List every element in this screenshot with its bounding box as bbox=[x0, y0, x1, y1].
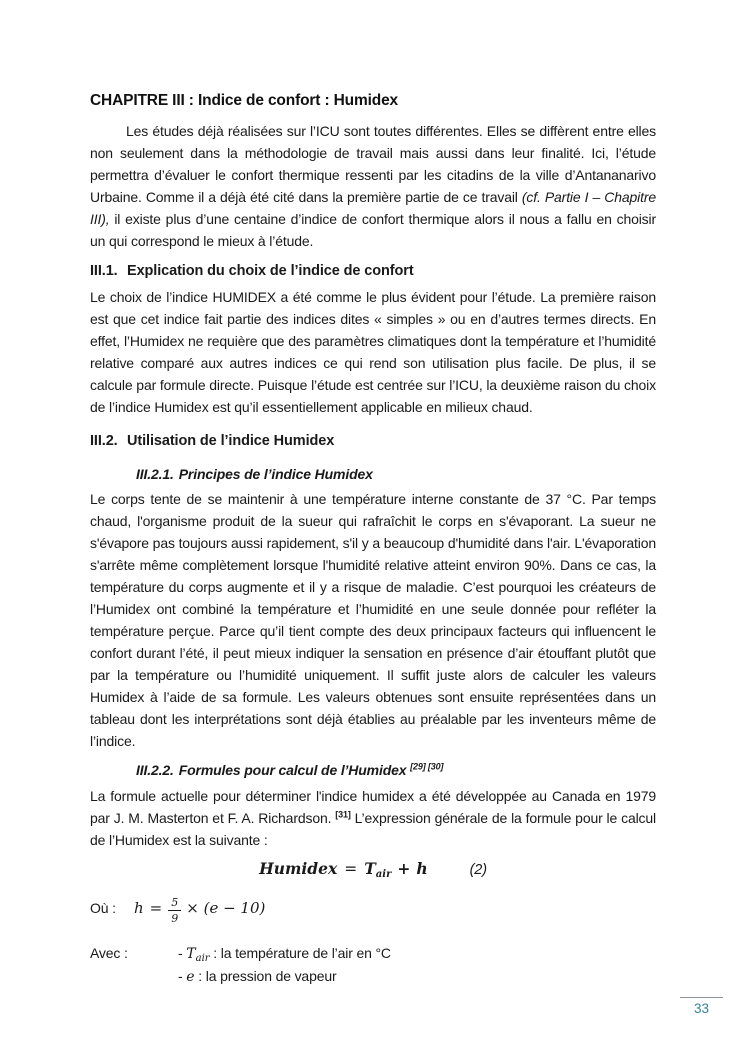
tair-description: : la température de l’air en °C bbox=[209, 945, 391, 961]
citation-refs-29-30: [29] [30] bbox=[410, 761, 444, 772]
citation-ref-31: [31] bbox=[335, 809, 351, 820]
subsection-heading-iii21 bbox=[136, 465, 656, 484]
formula-equals-sign: = bbox=[344, 860, 358, 878]
section-heading-iii1 bbox=[90, 261, 656, 281]
section-heading-iii2 bbox=[90, 431, 656, 451]
section-iii1-paragraph: Le choix de l’indice HUMIDEX a été comme le plus évident pour l’étude. La première raison est que cet indice fait partie des indices dites « simples » ou en d’autres termes directs. En effet, l’Humidex ne requière que des paramètres climatiques dont la température et l’humidité relative comparé aux autres indices ce qui rend son utilisation plus facile. De plus, il se calcule par formule directe. Puisque l’étude est centrée sur l’ICU, la deuxième raison du choix de l’indice Humidex est qu’il essentiellement applicable en milieux chaud. bbox=[90, 289, 656, 415]
equation-h-definition bbox=[90, 891, 656, 926]
intro-citation: (cf. Partie I – Chapitre III), bbox=[90, 189, 656, 227]
item-dash: - bbox=[178, 945, 187, 961]
equals-sign: = bbox=[149, 899, 163, 917]
fraction-denominator: 9 bbox=[171, 912, 179, 925]
item-dash: - bbox=[178, 968, 187, 984]
section-number: III.1. bbox=[90, 263, 118, 279]
variable-e bbox=[178, 965, 391, 988]
e-symbol: e bbox=[186, 969, 195, 985]
paragraph-text-after: L’expression générale de la formule pour le calcul de l’Humidex est la suivante : bbox=[90, 810, 656, 848]
h-variable: h bbox=[134, 899, 144, 917]
subsection-iii22-paragraph bbox=[90, 785, 656, 851]
intro-text-before: Les études déjà réalisées sur l’ICU sont toutes différentes. Elles se diffèrent entre elles non seulement dans la méthodologie de travail mais aussi dans leur finalité. Ici, l’étude permettra d’évaluer le confort thermique ressenti par les citadins de la ville d’Antananarivo Urbaine. Comme il a déjà été cité dans la première partie de ce travail bbox=[90, 123, 656, 205]
fraction-5-9 bbox=[168, 896, 181, 925]
subsection-iii21-paragraph: Le corps tente de se maintenir à une température interne constante de 37 °C. Par temps chaud, l'organisme produit de la sueur qui rafraîchit le corps en s'évaporant. La sueur ne s'évapore pas toujours aussi rapidement, s'il y a beaucoup d'humidité dans l'air. L'évaporation s'arrête même complètement lorsque l'humidité relative atteint environ 90%. Dans ce cas, la température du corps augmente et il y a risque de maladie. C’est pourquoi les créateurs de l’Humidex ont combiné la température et l’humidité en une seule donnée pour refléter la température perçue. Parce qu’il tient compte des deux principaux facteurs qui influencent le confort durant l’été, il peut mieux indiquer la sensation en présence d’air étouffant plutôt que par la température ou l’humidité uniquement. Il suffit juste alors de calculer les valeurs Humidex à l’aide de sa formule. Les valeurs obtenues sont ensuite représentées dans un tableau dont les interprétations sont déjà établies au préalable par les inventeurs même de l’indice. bbox=[90, 491, 656, 749]
variables-definition bbox=[90, 942, 656, 988]
subsection-title: Principes de l’indice Humidex bbox=[178, 466, 373, 482]
e-description: : la pression de vapeur bbox=[194, 968, 337, 984]
tair-symbol: T bbox=[186, 946, 196, 962]
section-title: Explication du choix de l’indice de confort bbox=[127, 263, 414, 279]
intro-text-after: il existe plus d’une centaine d’indice de confort thermique alors il nous a fallu en choisir un qui correspond le mieux à l’étude. bbox=[90, 211, 656, 249]
formula-t-subscript: air bbox=[375, 869, 392, 880]
with-label: Avec : bbox=[90, 945, 128, 961]
where-label: Où : bbox=[90, 900, 116, 916]
variables-list bbox=[178, 942, 391, 988]
footer-rule bbox=[680, 997, 723, 998]
paragraph-text-before: La formule actuelle pour déterminer l'indice humidex a été développée au Canada en 1979 par J. M. Masterton et F. A. Richardson. bbox=[90, 788, 656, 826]
equation-humidex bbox=[90, 857, 656, 882]
variable-tair bbox=[178, 942, 391, 965]
subsection-number: III.2.2. bbox=[136, 762, 174, 778]
formula-t-symbol: T bbox=[364, 859, 376, 878]
section-number: III.2. bbox=[90, 433, 118, 449]
h-expression: × (e − 10) bbox=[186, 899, 266, 917]
subsection-number: III.2.1. bbox=[136, 466, 174, 482]
subsection-title: Formules pour calcul de l’Humidex bbox=[178, 762, 407, 778]
equation-number: (2) bbox=[469, 862, 487, 878]
chapter-title: CHAPITRE III : Indice de confort : Humidex bbox=[90, 92, 399, 109]
formula-humidex-symbol: Humidex bbox=[259, 859, 338, 878]
section-title: Utilisation de l’indice Humidex bbox=[127, 433, 335, 449]
formula-plus-sign: + bbox=[397, 859, 411, 878]
page-number: 33 bbox=[693, 1001, 710, 1016]
tair-subscript: air bbox=[195, 953, 210, 964]
subsection-heading-iii22 bbox=[136, 761, 656, 780]
formula-h-symbol: h bbox=[416, 859, 428, 878]
intro-paragraph bbox=[90, 120, 656, 252]
fraction-numerator: 5 bbox=[168, 896, 181, 911]
